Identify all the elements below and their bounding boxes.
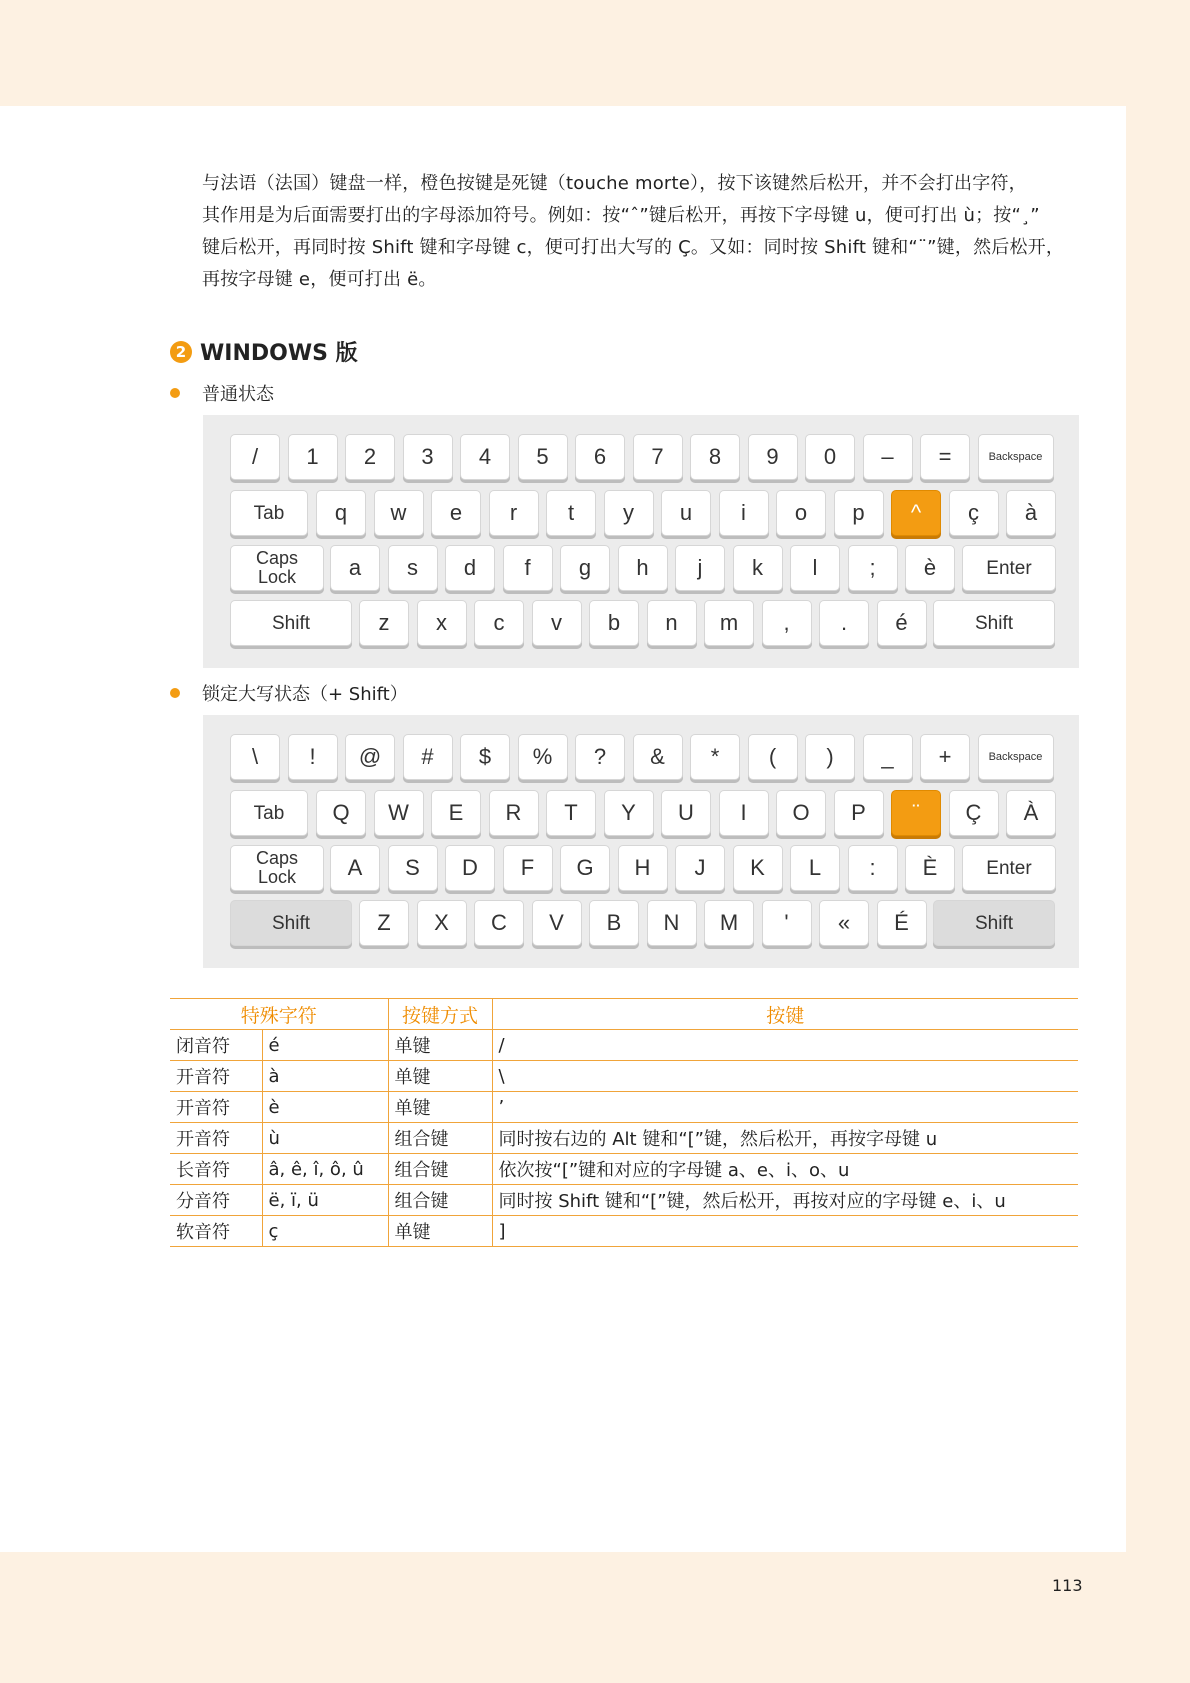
character-cell: ù: [262, 1123, 388, 1154]
key-normal-1-0: Tab: [230, 490, 308, 536]
key-normal-0-11: –: [863, 434, 913, 480]
key-normal-1-6: y: [604, 490, 654, 536]
key-label: Caps Lock: [255, 548, 299, 587]
header-keys: 按键: [492, 999, 1078, 1030]
key-shift-2-2: S: [388, 845, 438, 891]
key-normal-2-7: j: [675, 545, 725, 591]
key-normal-0-2: 2: [345, 434, 395, 480]
key-normal-1-2: w: [374, 490, 424, 536]
key-method-cell: 单键: [388, 1030, 492, 1061]
key-shift-0-3: #: [403, 734, 453, 780]
key-normal-2-8: k: [733, 545, 783, 591]
key-normal-0-4: 4: [460, 434, 510, 480]
bullet-icon: [170, 688, 180, 698]
key-normal-3-11: Shift: [933, 600, 1055, 646]
key-shift-1-0: Tab: [230, 790, 308, 836]
key-shift-3-7: M: [704, 900, 754, 946]
intro-paragraph: [202, 168, 1082, 296]
key-shift-3-9: «: [819, 900, 869, 946]
key-normal-0-7: 7: [633, 434, 683, 480]
accent-name-cell: 开音符: [170, 1092, 262, 1123]
key-shift-0-12: +: [920, 734, 970, 780]
key-shift-1-11: ¨: [891, 790, 941, 836]
accent-name-cell: 闭音符: [170, 1030, 262, 1061]
key-normal-0-9: 9: [748, 434, 798, 480]
key-normal-2-11: è: [905, 545, 955, 591]
key-normal-0-10: 0: [805, 434, 855, 480]
key-method-cell: 单键: [388, 1092, 492, 1123]
key-shift-2-7: J: [675, 845, 725, 891]
normal-state-label: 普通状态: [202, 384, 274, 405]
key-normal-1-3: e: [431, 490, 481, 536]
key-shift-1-12: Ç: [949, 790, 999, 836]
key-normal-3-1: z: [359, 600, 409, 646]
keys-cell: 依次按“[”键和对应的字母键 a、e、i、o、u: [492, 1154, 1078, 1185]
key-normal-3-2: x: [417, 600, 467, 646]
key-normal-1-1: q: [316, 490, 366, 536]
keyboard-row: [203, 900, 1079, 948]
key-normal-1-9: o: [776, 490, 826, 536]
table-row: [170, 1092, 1078, 1123]
normal-state-heading: [170, 380, 274, 406]
keyboard-row: [203, 490, 1079, 538]
accent-name-cell: 长音符: [170, 1154, 262, 1185]
key-normal-3-5: b: [589, 600, 639, 646]
key-shift-0-7: &: [633, 734, 683, 780]
key-shift-3-3: C: [474, 900, 524, 946]
page-number: 113: [1052, 1576, 1083, 1595]
key-shift-3-1: Z: [359, 900, 409, 946]
key-shift-2-8: K: [733, 845, 783, 891]
key-method-cell: 单键: [388, 1216, 492, 1247]
shift-state-heading: [170, 680, 408, 706]
key-normal-1-4: r: [489, 490, 539, 536]
key-shift-0-10: ): [805, 734, 855, 780]
key-shift-1-13: À: [1006, 790, 1056, 836]
key-shift-1-5: T: [546, 790, 596, 836]
key-normal-0-1: 1: [288, 434, 338, 480]
table-row: [170, 1030, 1078, 1061]
key-method-cell: 组合键: [388, 1154, 492, 1185]
table-header-row: [170, 999, 1078, 1030]
accent-name-cell: 开音符: [170, 1061, 262, 1092]
intro-line: 键后松开，再同时按 Shift 键和字母键 c，便可打出大写的 Ç。又如：同时按 Shift 键和“¨”键，然后松开，: [202, 237, 1065, 258]
key-normal-1-12: ç: [949, 490, 999, 536]
key-shift-2-1: A: [330, 845, 380, 891]
key-normal-2-9: l: [790, 545, 840, 591]
intro-line: 再按字母键 e，便可打出 ë。: [202, 269, 437, 290]
keyboard-normal: [203, 415, 1079, 668]
key-normal-1-11: ^: [891, 490, 941, 536]
key-shift-0-0: \: [230, 734, 280, 780]
key-normal-2-2: s: [388, 545, 438, 591]
key-normal-3-9: .: [819, 600, 869, 646]
key-shift-1-3: E: [431, 790, 481, 836]
keyboard-row: [203, 790, 1079, 838]
key-shift-3-0: Shift: [230, 900, 352, 946]
key-normal-2-4: f: [503, 545, 553, 591]
key-normal-2-10: ;: [848, 545, 898, 591]
table-row: [170, 1154, 1078, 1185]
key-normal-2-6: h: [618, 545, 668, 591]
key-shift-0-8: *: [690, 734, 740, 780]
header-key-method: 按键方式: [388, 999, 492, 1030]
key-normal-3-0: Shift: [230, 600, 352, 646]
key-shift-0-1: !: [288, 734, 338, 780]
table-row: [170, 1216, 1078, 1247]
character-cell: ç: [262, 1216, 388, 1247]
key-shift-2-10: :: [848, 845, 898, 891]
table-row: [170, 1123, 1078, 1154]
key-method-cell: 组合键: [388, 1185, 492, 1216]
key-normal-0-5: 5: [518, 434, 568, 480]
key-shift-3-8: ': [762, 900, 812, 946]
character-cell: â, ê, î, ô, û: [262, 1154, 388, 1185]
key-normal-3-3: c: [474, 600, 524, 646]
key-normal-0-13: Backspace: [978, 434, 1054, 480]
table-row: [170, 1185, 1078, 1216]
key-shift-0-13: Backspace: [978, 734, 1054, 780]
header-special-char: 特殊字符: [170, 999, 388, 1030]
key-shift-1-1: Q: [316, 790, 366, 836]
key-shift-2-9: L: [790, 845, 840, 891]
key-shift-1-6: Y: [604, 790, 654, 836]
key-shift-2-11: È: [905, 845, 955, 891]
table-row: [170, 1061, 1078, 1092]
key-shift-0-4: $: [460, 734, 510, 780]
key-normal-1-13: à: [1006, 490, 1056, 536]
key-normal-2-12: Enter: [962, 545, 1056, 591]
key-shift-1-9: O: [776, 790, 826, 836]
key-shift-3-4: V: [532, 900, 582, 946]
key-shift-2-12: Enter: [962, 845, 1056, 891]
key-shift-1-2: W: [374, 790, 424, 836]
character-cell: è: [262, 1092, 388, 1123]
key-shift-3-11: Shift: [933, 900, 1055, 946]
intro-line: 其作用是为后面需要打出的字母添加符号。例如：按“ˆ”键后松开，再按下字母键 u，便可打出 ù；按“¸”: [202, 205, 1040, 226]
keyboard-row: [203, 434, 1079, 482]
key-shift-2-5: G: [560, 845, 610, 891]
key-normal-0-12: =: [920, 434, 970, 480]
key-shift-1-7: U: [661, 790, 711, 836]
key-normal-1-7: u: [661, 490, 711, 536]
accent-name-cell: 分音符: [170, 1185, 262, 1216]
key-shift-3-6: N: [647, 900, 697, 946]
key-normal-2-3: d: [445, 545, 495, 591]
character-cell: é: [262, 1030, 388, 1061]
key-normal-3-4: v: [532, 600, 582, 646]
keys-cell: \: [492, 1061, 1078, 1092]
intro-line: 与法语（法国）键盘一样，橙色按键是死键（touche morte），按下该键然后松开，并不会打出字符，: [202, 173, 1027, 194]
key-normal-1-5: t: [546, 490, 596, 536]
keys-cell: ’: [492, 1092, 1078, 1123]
key-shift-2-4: F: [503, 845, 553, 891]
shift-state-label: 锁定大写状态（+ Shift）: [202, 684, 408, 705]
key-shift-0-2: @: [345, 734, 395, 780]
key-normal-2-0: [230, 545, 324, 591]
key-normal-2-5: g: [560, 545, 610, 591]
key-shift-3-5: B: [589, 900, 639, 946]
keys-cell: 同时按右边的 Alt 键和“[”键，然后松开，再按字母键 u: [492, 1123, 1078, 1154]
accent-name-cell: 开音符: [170, 1123, 262, 1154]
keyboard-row: [203, 545, 1079, 593]
keyboard-row: [203, 734, 1079, 782]
key-shift-2-6: H: [618, 845, 668, 891]
key-shift-0-9: (: [748, 734, 798, 780]
key-shift-2-3: D: [445, 845, 495, 891]
key-shift-2-0: [230, 845, 324, 891]
bullet-icon: [170, 388, 180, 398]
key-method-cell: 组合键: [388, 1123, 492, 1154]
section-title: [170, 336, 358, 367]
section-number-badge: 2: [170, 341, 192, 363]
key-shift-0-11: _: [863, 734, 913, 780]
key-normal-1-10: p: [834, 490, 884, 536]
keys-cell: /: [492, 1030, 1078, 1061]
key-normal-0-8: 8: [690, 434, 740, 480]
keys-cell: ]: [492, 1216, 1078, 1247]
accent-name-cell: 软音符: [170, 1216, 262, 1247]
key-normal-3-6: n: [647, 600, 697, 646]
section-title-text: WINDOWS 版: [200, 341, 358, 366]
key-method-cell: 单键: [388, 1061, 492, 1092]
key-shift-1-10: P: [834, 790, 884, 836]
key-shift-3-2: X: [417, 900, 467, 946]
character-cell: ë, ï, ü: [262, 1185, 388, 1216]
key-normal-0-0: /: [230, 434, 280, 480]
key-shift-1-4: R: [489, 790, 539, 836]
key-normal-2-1: a: [330, 545, 380, 591]
key-shift-0-5: %: [518, 734, 568, 780]
key-normal-3-8: ,: [762, 600, 812, 646]
key-shift-0-6: ?: [575, 734, 625, 780]
key-normal-3-7: m: [704, 600, 754, 646]
keys-cell: 同时按 Shift 键和“[”键，然后松开，再按对应的字母键 e、i、u: [492, 1185, 1078, 1216]
key-label: Caps Lock: [255, 848, 299, 887]
special-chars-table: [170, 998, 1078, 1247]
key-normal-0-6: 6: [575, 434, 625, 480]
key-shift-3-10: É: [877, 900, 927, 946]
key-normal-0-3: 3: [403, 434, 453, 480]
key-normal-1-8: i: [719, 490, 769, 536]
character-cell: à: [262, 1061, 388, 1092]
keyboard-row: [203, 600, 1079, 648]
key-shift-1-8: I: [719, 790, 769, 836]
keyboard-shift: [203, 715, 1079, 968]
key-normal-3-10: é: [877, 600, 927, 646]
keyboard-row: [203, 845, 1079, 893]
